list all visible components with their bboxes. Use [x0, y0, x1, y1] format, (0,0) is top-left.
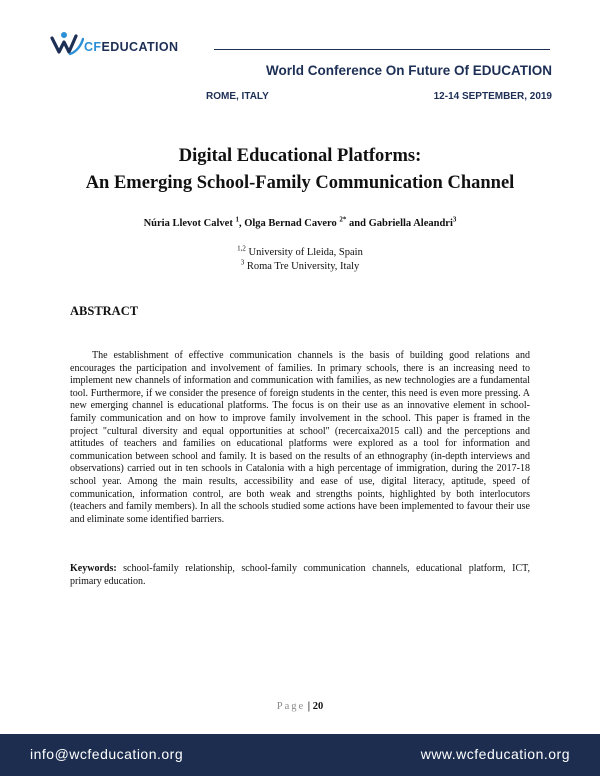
author-name: and Gabriella Aleandri: [346, 218, 453, 229]
footer-website: www.wcfeducation.org: [420, 746, 570, 762]
affiliation-list: [200, 246, 400, 274]
author-name: , Olga Bernad Cavero: [238, 218, 340, 229]
header-divider: [214, 49, 550, 50]
conference-title: World Conference On Future Of EDUCATION: [265, 63, 552, 78]
footer-bar: [0, 734, 600, 776]
affiliation-item: $^3$ Roma Tre University, Italy: [240, 258, 360, 272]
footer-email: info@wcfeducation.org: [30, 746, 184, 762]
keywords-text: school-family relationship, school-family communication channels, educational platform, ICT, primary education.: [70, 563, 530, 587]
conference-logo: [50, 30, 220, 60]
author-name: Núria Llevot Calvet: [143, 218, 236, 229]
abstract-heading: ABSTRACT: [70, 304, 139, 318]
author-list: [40, 215, 560, 229]
author-affiliation-mark: 3: [452, 215, 457, 224]
author-affiliation-mark: 2*: [339, 215, 347, 224]
keywords: [70, 563, 530, 588]
paper-title-line-1: Digital Educational Platforms:: [178, 146, 422, 166]
wcf-swoosh-logo-icon: [50, 30, 84, 60]
conference-location: ROME, ITALY: [206, 91, 269, 102]
logo-wordmark: CFEDUCATION: [84, 40, 179, 54]
paper-title: [40, 143, 560, 197]
conference-dates: 12-14 SEPTEMBER, 2019: [433, 91, 552, 102]
abstract-text: The establishment of effective communication channels is the basis of building good relations and encourages the participation and involvement of families. In primary schools, there is an increasing need to implement new channels of information and communication with families, as new technologies are a fundamental tool. Furthermore, if we consider the presence of foreign students in the center, this need is even more pressing. A new emerging channel is educational platforms. The focus is on their use as an innovative element in school-family communication and on how to improve family involvement in the school. This paper is framed in the project "cultural diversity and equal opportunities at school" (recercaixa2015 call) and the perceptions and attitudes of teachers and families on educational platforms were explored as a tool for information and communication between school and family. It is based on the results of an ethnography (in-depth interviews and observations) carried out in ten schools in Catalonia with a high percentage of immigration, during the 2017-18 school year. Among the main results, accessibility and ease of use, digital literacy, aptitude, speed of communication, information control, are both weak and strengths points, highlighted by both interlocutors (teachers and family members). In all the schools studied some actions have been implemented to favour their use and eliminate some identified barriers.: [70, 350, 530, 525]
paper-title-line-2: An Emerging School-Family Communication Channel: [85, 173, 515, 193]
page-number: Page | 20: [276, 701, 324, 712]
keywords-label: Keywords:: [70, 563, 117, 574]
author-affiliation-mark: 1: [235, 215, 239, 224]
affiliation-item: $^{1,2}$ University of Lleida, Spain: [237, 244, 363, 258]
